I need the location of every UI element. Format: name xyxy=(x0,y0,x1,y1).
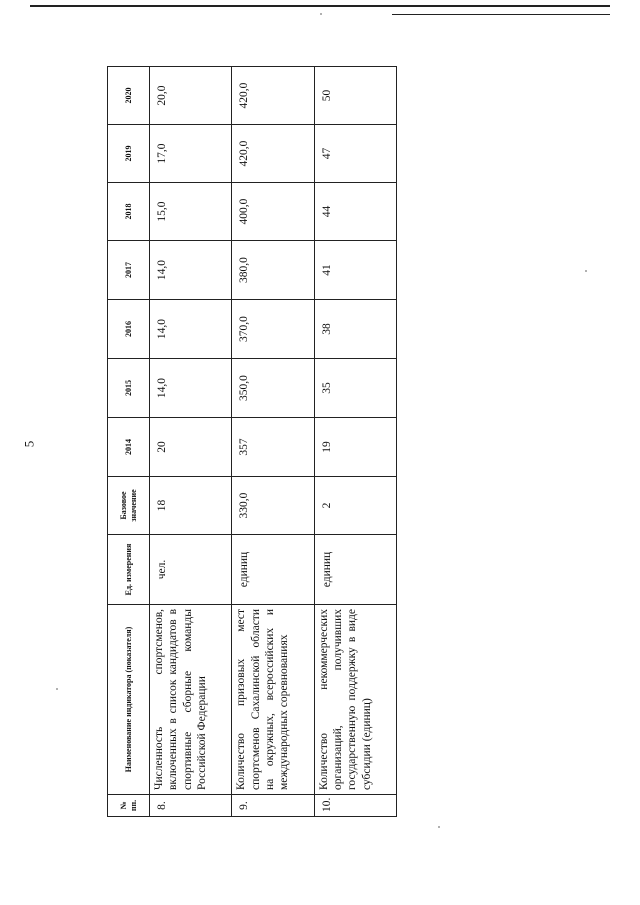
indicator-name: Количество некоммерческих организаций, получивших государственную поддержку в виде субсидии (единиц) xyxy=(314,605,396,795)
indicators-table-rotated xyxy=(107,67,397,817)
value-2015: 14,0 xyxy=(150,359,232,418)
value-2019: 17,0 xyxy=(150,125,232,183)
value-2017: 14,0 xyxy=(150,241,232,300)
value-2020: 50 xyxy=(314,67,396,125)
indicator-name: Численность спортсменов, включенных в список кандидатов в спортивные сборные команды Российской Федерации xyxy=(150,605,232,795)
value-2014: 19 xyxy=(314,418,396,477)
row-number: 9. xyxy=(232,795,314,817)
base-value: 18 xyxy=(150,477,232,535)
row-number: 10. xyxy=(314,795,396,817)
value-2015: 35 xyxy=(314,359,396,418)
value-2018: 15,0 xyxy=(150,183,232,241)
header-2015: 2015 xyxy=(108,359,150,418)
header-base: Базовое значение xyxy=(108,477,150,535)
scan-speck xyxy=(320,13,322,15)
indicator-name: Количество призовых мест спортсменов Сахалинской области на окружных, всероссийских и международных соревнованиях xyxy=(232,605,314,795)
value-2018: 400,0 xyxy=(232,183,314,241)
value-2014: 20 xyxy=(150,418,232,477)
page-number: 5 xyxy=(21,440,37,448)
scan-speck xyxy=(56,688,58,690)
value-2016: 14,0 xyxy=(150,300,232,359)
header-2017: 2017 xyxy=(108,241,150,300)
value-2019: 420,0 xyxy=(232,125,314,183)
value-2014: 357 xyxy=(232,418,314,477)
value-2017: 380,0 xyxy=(232,241,314,300)
value-2018: 44 xyxy=(314,183,396,241)
value-2020: 420,0 xyxy=(232,67,314,125)
scan-top-border xyxy=(30,5,610,7)
scan-speck xyxy=(438,826,440,828)
header-unit: Ед. измерения xyxy=(108,535,150,605)
header-name: Наименование индикатора (показателя) xyxy=(108,605,150,795)
header-2018: 2018 xyxy=(108,183,150,241)
indicator-unit: единиц xyxy=(314,535,396,605)
table-row xyxy=(314,67,396,817)
header-2014: 2014 xyxy=(108,418,150,477)
value-2017: 41 xyxy=(314,241,396,300)
header-no: № пп. xyxy=(108,795,150,817)
header-2019: 2019 xyxy=(108,125,150,183)
header-2020: 2020 xyxy=(108,67,150,125)
value-2020: 20,0 xyxy=(150,67,232,125)
row-number: 8. xyxy=(150,795,232,817)
indicator-unit: единиц xyxy=(232,535,314,605)
table-header-row xyxy=(108,67,150,817)
value-2019: 47 xyxy=(314,125,396,183)
scan-top-border-right xyxy=(392,14,610,15)
indicators-table xyxy=(107,66,397,817)
scan-speck xyxy=(585,270,587,272)
table-row xyxy=(150,67,232,817)
value-2016: 38 xyxy=(314,300,396,359)
table-row xyxy=(232,67,314,817)
value-2016: 370,0 xyxy=(232,300,314,359)
indicator-unit: чел. xyxy=(150,535,232,605)
value-2015: 350,0 xyxy=(232,359,314,418)
base-value: 2 xyxy=(314,477,396,535)
base-value: 330,0 xyxy=(232,477,314,535)
header-2016: 2016 xyxy=(108,300,150,359)
